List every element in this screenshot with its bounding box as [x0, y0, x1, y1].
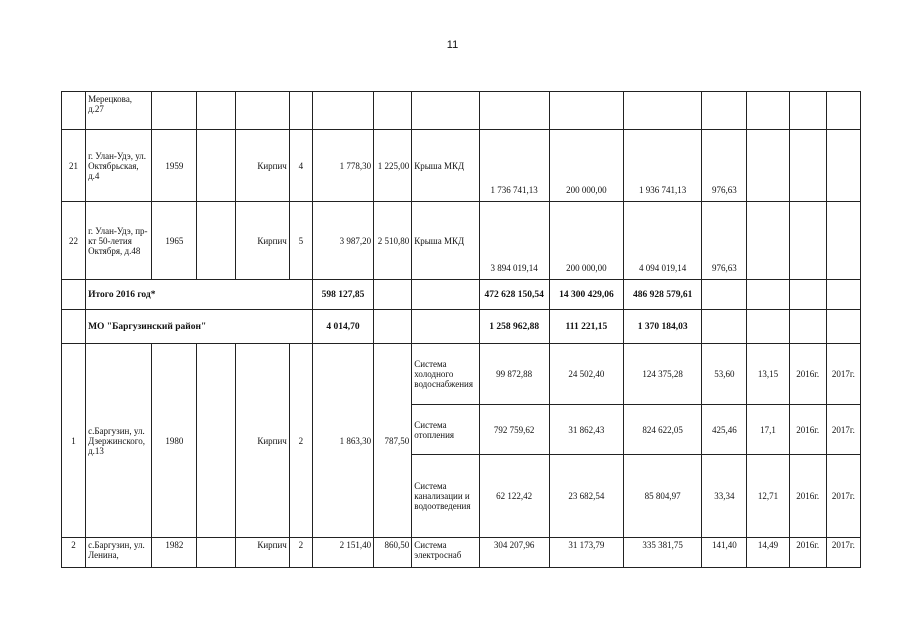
plan-year-end: 2017г. — [826, 344, 860, 405]
cost-total: 4 094 019,14 — [624, 202, 702, 280]
cost-total: 85 804,97 — [624, 455, 702, 538]
page-number: 11 — [446, 39, 459, 51]
plan-year-end: 2017г. — [826, 538, 860, 568]
area-total: 1 778,30 — [312, 130, 373, 202]
cost-total: 335 381,75 — [624, 538, 702, 568]
wall-material: Кирпич — [235, 202, 289, 280]
register-table — [61, 91, 861, 568]
wall-material: Кирпич — [235, 344, 289, 538]
work-type: Система канализации и водоотведения — [412, 455, 479, 538]
area-living: 860,50 — [374, 538, 412, 568]
cost-fund: 792 759,62 — [479, 405, 549, 455]
area-total: 3 987,20 — [312, 202, 373, 280]
municipality-cost-fund: 1 258 962,88 — [479, 310, 549, 344]
municipality-label: МО "Баргузинский район" — [86, 310, 313, 344]
unit-cost-limit: 17,1 — [747, 405, 789, 455]
row-number — [62, 92, 86, 130]
unit-cost: 141,40 — [702, 538, 747, 568]
floors: 4 — [289, 130, 312, 202]
unit-cost: 33,34 — [702, 455, 747, 538]
plan-year-start: 2016г. — [789, 405, 826, 455]
cost-owners: 200 000,00 — [549, 202, 623, 280]
table-row — [62, 344, 861, 405]
cost-owners: 31 173,79 — [549, 538, 623, 568]
row-number: 21 — [62, 130, 86, 202]
cost-fund: 99 872,88 — [479, 344, 549, 405]
total-label: Итого 2016 год* — [86, 280, 313, 310]
work-type: Система электроснаб — [412, 538, 479, 568]
work-type: Система отопления — [412, 405, 479, 455]
area-total: 1 863,30 — [312, 344, 373, 538]
plan-year-end: 2017г. — [826, 455, 860, 538]
house-address: г. Улан-Удэ, пр-кт 50-летия Октября, д.48 — [86, 202, 152, 280]
table-row — [62, 202, 861, 280]
plan-year-start: 2016г. — [789, 455, 826, 538]
cost-fund: 62 122,42 — [479, 455, 549, 538]
work-type: Крыша МКД — [412, 202, 479, 280]
plan-year-end: 2017г. — [826, 405, 860, 455]
house-address: с.Баргузин, ул. Дзержинского, д.13 — [86, 344, 152, 538]
floors: 2 — [289, 538, 312, 568]
table-row — [62, 538, 861, 568]
municipality-cost: 1 370 184,03 — [624, 310, 702, 344]
unit-cost: 976,63 — [702, 202, 747, 280]
house-address: с.Баргузин, ул. Ленина, — [86, 538, 152, 568]
municipality-area: 4 014,70 — [312, 310, 373, 344]
wall-material: Кирпич — [235, 130, 289, 202]
row-number: 2 — [62, 538, 86, 568]
table-row — [62, 92, 861, 130]
cost-fund: 304 207,96 — [479, 538, 549, 568]
area-living: 2 510,80 — [374, 202, 412, 280]
total-cost-fund: 472 628 150,54 — [479, 280, 549, 310]
plan-year-start: 2016г. — [789, 538, 826, 568]
unit-cost: 425,46 — [702, 405, 747, 455]
row-number: 22 — [62, 202, 86, 280]
house-address: г. Улан-Удэ, ул. Октябрьская, д.4 — [86, 130, 152, 202]
unit-cost: 53,60 — [702, 344, 747, 405]
cost-owners: 23 682,54 — [549, 455, 623, 538]
unit-cost-limit: 14,49 — [747, 538, 789, 568]
wall-material: Кирпич — [235, 538, 289, 568]
area-total: 2 151,40 — [312, 538, 373, 568]
build-year: 1982 — [152, 538, 197, 568]
build-year: 1965 — [152, 202, 197, 280]
work-type: Система холодного водоснабжения — [412, 344, 479, 405]
unit-cost-limit: 13,15 — [747, 344, 789, 405]
total-area: 598 127,85 — [312, 280, 373, 310]
cost-owners: 200 000,00 — [549, 130, 623, 202]
cost-fund: 3 894 019,14 — [479, 202, 549, 280]
table-row — [62, 130, 861, 202]
total-cost: 486 928 579,61 — [624, 280, 702, 310]
work-type: Крыша МКД — [412, 130, 479, 202]
floors: 5 — [289, 202, 312, 280]
plan-year-start: 2016г. — [789, 344, 826, 405]
total-cost-owners: 14 300 429,06 — [549, 280, 623, 310]
total-row — [62, 280, 861, 310]
unit-cost: 976,63 — [702, 130, 747, 202]
municipality-cost-owners: 111 221,15 — [549, 310, 623, 344]
cost-total: 124 375,28 — [624, 344, 702, 405]
area-living: 787,50 — [374, 344, 412, 538]
cost-owners: 31 862,43 — [549, 405, 623, 455]
municipality-row — [62, 310, 861, 344]
unit-cost-limit: 12,71 — [747, 455, 789, 538]
build-year: 1959 — [152, 130, 197, 202]
cost-total: 824 622,05 — [624, 405, 702, 455]
cost-total: 1 936 741,13 — [624, 130, 702, 202]
cost-fund: 1 736 741,13 — [479, 130, 549, 202]
floors: 2 — [289, 344, 312, 538]
area-living: 1 225,00 — [374, 130, 412, 202]
cost-owners: 24 502,40 — [549, 344, 623, 405]
row-number: 1 — [62, 344, 86, 538]
house-address: Мерецкова, д.27 — [86, 92, 152, 130]
build-year: 1980 — [152, 344, 197, 538]
